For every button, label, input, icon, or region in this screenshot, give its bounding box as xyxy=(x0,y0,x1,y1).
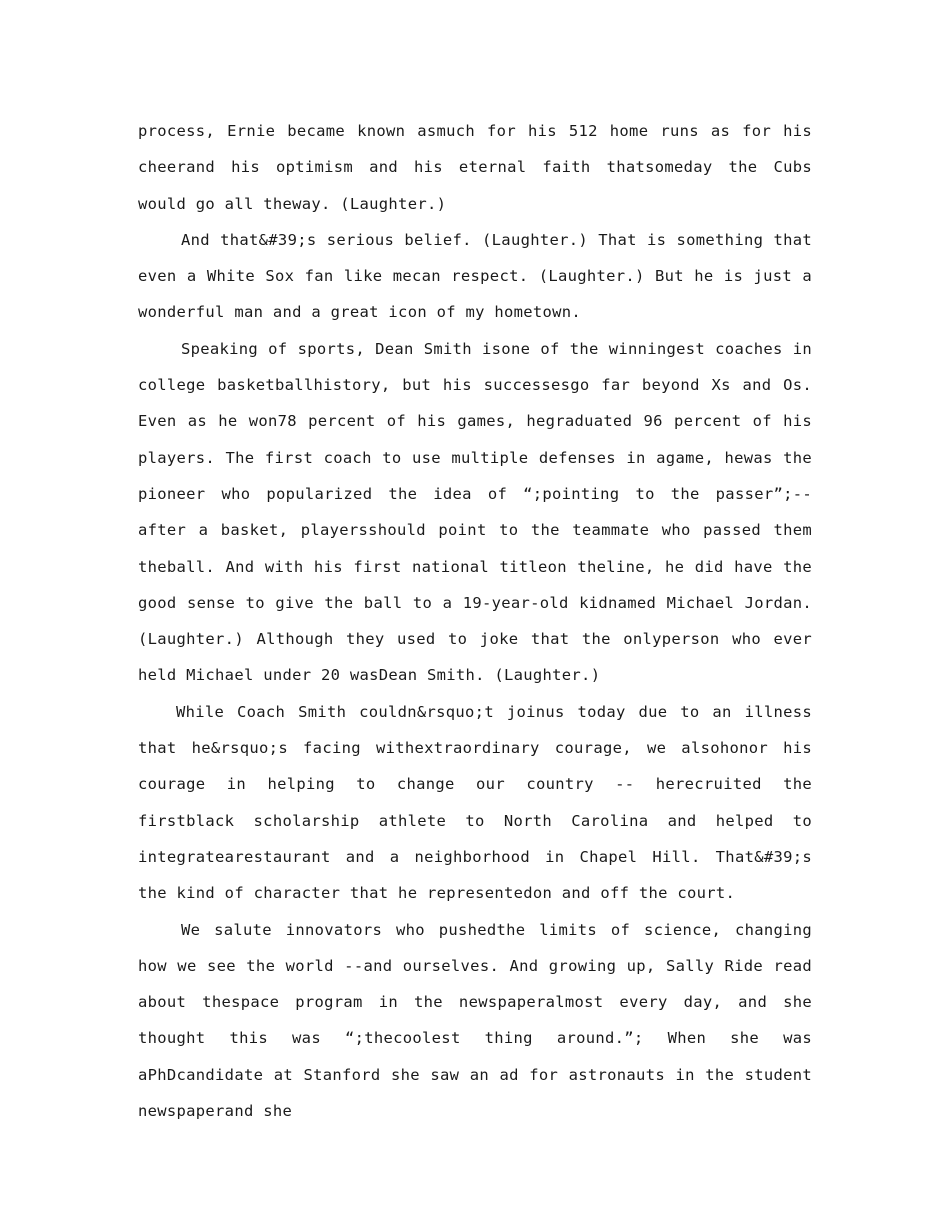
document-page xyxy=(138,113,812,1129)
paragraph-3: Speaking of sports, Dean Smith isone of the winningest coaches in college basketballhistory, but his successesgo far beyond Xs and Os. Even as he won78 percent of his games, hegraduated 96 percent of his players. The first coach to use multiple defenses in agame, hewas the pioneer who popularized the idea of “;pointing to the passer”;-- after a basket, playersshould point to the teammate who passed them theball. And with his first national titleon theline, he did have the good sense to give the ball to a 19-year-old kidnamed Michael Jordan. (Laughter.) Although they used to joke that the onlyperson who ever held Michael under 20 wasDean Smith. (Laughter.) xyxy=(138,339,812,685)
paragraph-2: And that&#39;s serious belief. (Laughter.) That is something that even a White Sox fan like mecan respect. (Laughter.) But he is just a wonderful man and a great icon of my hometown. xyxy=(138,230,812,322)
paragraph-5: We salute innovators who pushedthe limits of science, changing how we see the world --and ourselves. And growing up, Sally Ride read about thespace program in the newspaperalmost every day, and she thought this was “;thecoolest thing around.”; When she was aPhDcandidate at Stanford she saw an ad for astronauts in the student newspaperand she xyxy=(138,920,812,1121)
paragraph-4: While Coach Smith couldn&rsquo;t joinus today due to an illness that he&rsquo;s facing withextraordinary courage, we alsohonor his courage in helping to change our country -- herecruited the firstblack scholarship athlete to North Carolina and helped to integratearestaurant and a neighborhood in Chapel Hill. That&#39;s the kind of character that he representedon and off the court. xyxy=(138,702,812,903)
paragraph-1: process, Ernie became known asmuch for his 512 home runs as for his cheerand his optimism and his eternal faith thatsomeday the Cubs would go all theway. (Laughter.) xyxy=(138,122,812,213)
